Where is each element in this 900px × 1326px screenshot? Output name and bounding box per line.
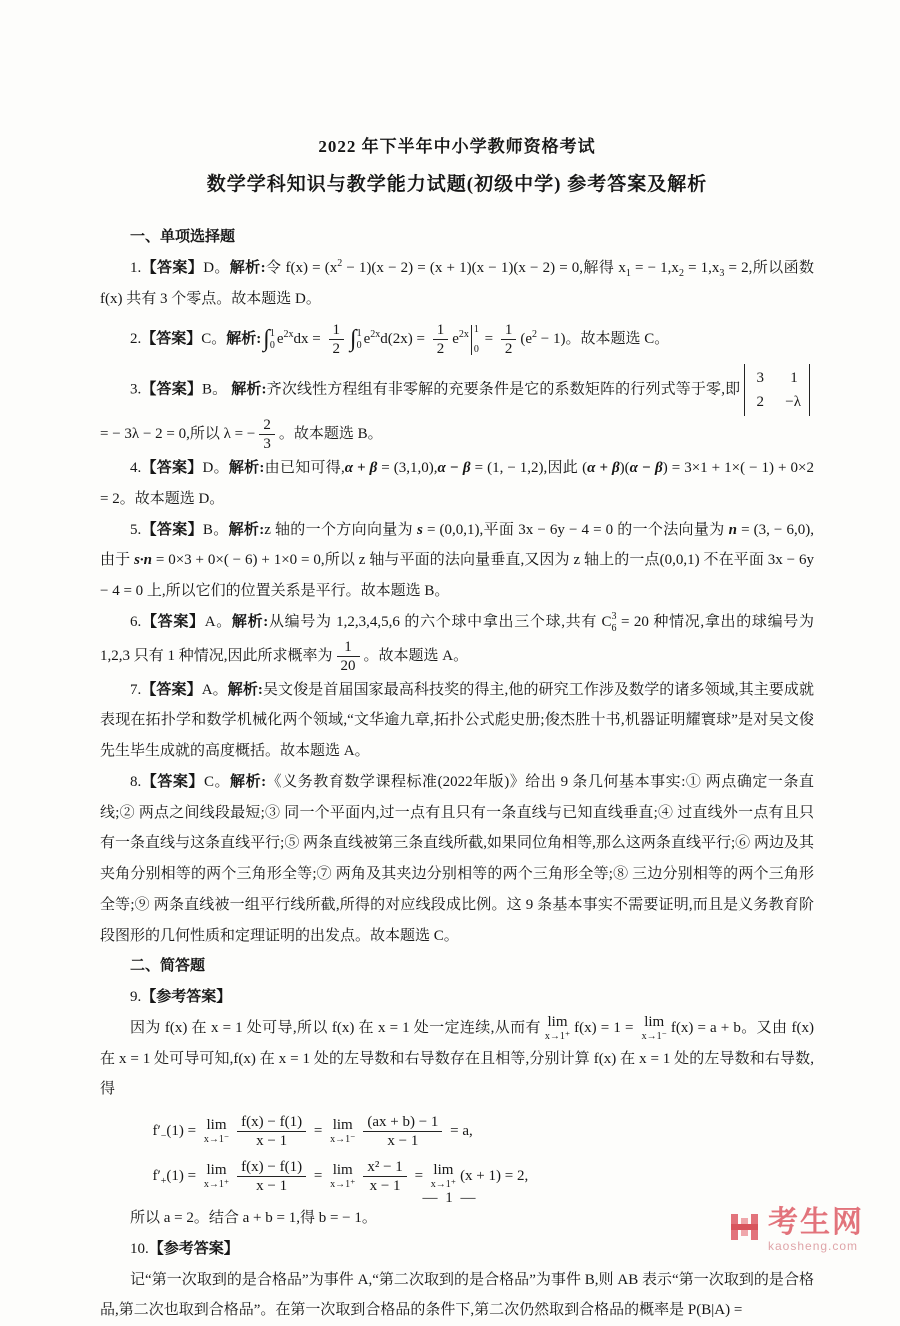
text-run: = (0,0,1),平面 3x − 6y − 4 = 0 的一个法向量为 xyxy=(422,521,729,538)
bold-italic-text: s xyxy=(417,521,423,538)
limit xyxy=(330,1118,355,1145)
paragraph xyxy=(100,253,814,315)
text-run: 。故本题选 A。 xyxy=(363,647,469,664)
bold-italic-text: α − β xyxy=(629,460,663,477)
text-run: 9. xyxy=(130,989,142,1006)
evaluation-bar xyxy=(471,325,479,355)
fraction-denominator: 2 xyxy=(433,339,449,358)
section-heading xyxy=(100,951,814,982)
integral-upper: 1 xyxy=(356,327,362,339)
fraction-denominator: x − 1 xyxy=(237,1131,306,1150)
text-run: f(x) = 1 = xyxy=(574,1019,638,1036)
paragraph xyxy=(100,364,814,453)
fraction xyxy=(501,321,517,358)
stack-superscript: 3 xyxy=(611,611,617,622)
integral-glyph: ∫ xyxy=(350,326,357,352)
paragraph xyxy=(100,453,814,515)
subscript: 2 xyxy=(678,267,684,279)
text-run: = 20 种情况,拿出的球编号为 1,2,3 只有 1 种情况,因此所求概率为 xyxy=(100,613,814,664)
limit-subscript: x→1⁺ xyxy=(544,1031,571,1042)
determinant-row xyxy=(753,366,801,390)
superscript: 2x xyxy=(283,329,294,341)
bold-text: 【答案】 xyxy=(141,681,202,698)
text-run: = xyxy=(410,1168,427,1185)
limit-subscript: x→1⁻ xyxy=(330,1134,356,1146)
text-run: 10. xyxy=(130,1240,149,1257)
bold-text: 解析: xyxy=(228,460,265,477)
text-run: 《义务教育数学课程标准(2022年版)》给出 9 条几何基本事实:① 两点确定一条直线;② 两点之间线段最短;③ 同一个平面内,过一点有且只有一条直线与已知直线垂直;④ 过直线外一点有且只有一条直线与这条直线平行;⑤ 两条直线被第三条直线所截,如果同位角相等,那么这两条直线平行;⑥ 两边及其夹角分别相等的两个三角形全等;⑦ 两角及其夹边分别相等的两个三角形全等;⑧ 三边分别相等的两个三角形全等;⑨ 两条直线被一组平行线所截,所得的对应线段成比例。这 9 条基本事实不需要证明,而且是义务教育阶段图形的几何性质和定理证明的出发点。故本题选 C。 xyxy=(100,773,814,944)
equation-line xyxy=(153,1113,815,1150)
text-run: = xyxy=(480,331,497,348)
text-run: = (3,1,0), xyxy=(377,460,438,477)
text-run: 令 f(x) = (x xyxy=(265,259,338,276)
limit xyxy=(642,1015,667,1042)
text-run: 8. xyxy=(130,773,142,790)
bold-text: 【答案】 xyxy=(141,773,204,790)
integral-bounds xyxy=(357,328,362,352)
integral-bounds xyxy=(270,328,275,352)
determinant-cell: −λ xyxy=(785,394,801,411)
text-run: D。 xyxy=(202,460,229,477)
bold-italic-text: n xyxy=(728,521,737,538)
bold-text: 解析: xyxy=(231,613,269,630)
limit-word: lim xyxy=(332,1117,353,1134)
limit-word: lim xyxy=(547,1014,568,1030)
text-run: 4. xyxy=(130,460,142,477)
limit xyxy=(431,1163,456,1190)
integral-glyph: ∫ xyxy=(263,326,270,352)
fraction-numerator: 1 xyxy=(344,638,352,655)
text-run: 3. xyxy=(130,381,142,398)
bold-italic-text: α + β xyxy=(587,460,620,477)
document-blocks xyxy=(100,222,814,1326)
text-run: = xyxy=(310,1168,327,1185)
text-run: 因为 f(x) 在 x = 1 处可导,所以 f(x) 在 x = 1 处一定连续,从而有 xyxy=(130,1019,541,1036)
bold-text: 解析: xyxy=(227,681,263,698)
paragraph xyxy=(100,315,814,364)
paragraph xyxy=(100,1203,814,1234)
bar-lower: 0 xyxy=(473,343,479,355)
fraction-numerator: 1 xyxy=(504,322,513,339)
bold-text: 【答案】 xyxy=(141,331,202,348)
bold-text: 解析: xyxy=(226,331,262,348)
bar-upper: 1 xyxy=(473,323,479,335)
bold-text: 二、简答题 xyxy=(130,958,206,975)
text-run: = 2,所以函数 f(x) 共有 3 个零点。故本题选 D。 xyxy=(100,259,814,308)
paragraph xyxy=(100,1234,814,1265)
text-run: 5. xyxy=(130,521,142,538)
fraction-denominator: 3 xyxy=(259,434,275,453)
text-run: (1) = xyxy=(166,1123,200,1140)
paragraph xyxy=(100,982,814,1013)
bold-italic-text: α + β xyxy=(344,460,378,477)
text-run: f′ xyxy=(152,1123,161,1140)
bold-text: 一、单项选择题 xyxy=(130,229,236,245)
subscript: − xyxy=(160,1131,167,1143)
paragraph xyxy=(100,1265,814,1326)
paragraph xyxy=(100,515,814,607)
text-run: D。 xyxy=(203,259,230,276)
text-run: f(x) = a + b。又由 f(x) 在 x = 1 处可导可知,f(x) 在 x = 1 处的左导数和右导数存在且相等,分别计算 f(x) 在 x = 1 处的左导数和右导数,得 xyxy=(100,1019,814,1098)
fraction-denominator: 2 xyxy=(501,339,517,358)
text-run: = (1, − 1,2),因此 ( xyxy=(470,460,588,477)
bold-text: 解析: xyxy=(229,259,266,276)
superscript: 2 xyxy=(337,257,343,269)
text-run: (1) = xyxy=(166,1168,200,1185)
text-run: 由已知可得, xyxy=(264,460,345,477)
bold-text: 【答案】 xyxy=(141,613,205,630)
determinant-cell: 2 xyxy=(756,394,764,411)
kaosheng-logo-icon xyxy=(728,1210,762,1249)
text-run: 从编号为 1,2,3,4,5,6 的六个球中拿出三个球,共有 C xyxy=(268,613,612,630)
integral xyxy=(350,315,362,364)
text-run: ) = 3×1 + 1×( − 1) + 0×2 = 2。故本题选 D。 xyxy=(100,460,814,507)
text-run: A。 xyxy=(204,613,232,630)
section-heading xyxy=(100,222,814,253)
text-run: d(2x) = xyxy=(380,331,429,348)
text-run: e xyxy=(452,331,459,348)
limit-word: lim xyxy=(332,1162,353,1179)
bold-italic-text: α − β xyxy=(437,460,471,477)
fraction xyxy=(237,1113,306,1150)
fraction-numerator: f(x) − f(1) xyxy=(241,1159,303,1176)
subscript: 3 xyxy=(719,267,725,279)
text-run: B。 xyxy=(202,381,232,398)
text-run: = 0×3 + 0×( − 6) + 1×0 = 0,所以 z 轴与平面的法向量垂直,又因为 z 轴上的一点(0,0,1) 不在平面 3x − 6y − 4 = 0 上,所以它们的位置关系是平行。故本题选 B。 xyxy=(100,552,814,600)
text-run: = 1,x xyxy=(683,259,720,276)
text-run: = (3, − 6,0),由于 xyxy=(100,521,814,569)
text-run: 记“第一次取到的是合格品”为事件 A,“第二次取到的是合格品”为事件 B,则 AB 表示“第一次取到的是合格品,第二次也取到合格品”。在第一次取到合格品的条件下,第二次仍然取到合格品的概率是 P(B|A) = xyxy=(100,1271,814,1319)
limit xyxy=(204,1118,229,1145)
fraction-denominator: x − 1 xyxy=(237,1176,306,1195)
bold-text: 解析: xyxy=(228,521,265,538)
text-run: (x + 1) = 2, xyxy=(460,1168,529,1185)
determinant-cell: 1 xyxy=(790,370,798,387)
bold-text: 【答案】 xyxy=(141,521,203,538)
subscript: 1 xyxy=(625,267,631,279)
limit-subscript: x→1⁺ xyxy=(203,1179,230,1191)
fraction-numerator: 2 xyxy=(263,417,271,434)
fraction xyxy=(329,321,345,358)
text-run: = − 3λ − 2 = 0,所以 λ = − xyxy=(100,426,256,443)
text-run: f′ xyxy=(152,1168,161,1185)
text-run: 齐次线性方程组有非零解的充要条件是它的系数矩阵的行列式等于零,即 xyxy=(266,381,741,398)
fraction-denominator: 2 xyxy=(329,339,345,358)
subscript: + xyxy=(160,1176,167,1188)
stack-subscript: 6 xyxy=(611,622,617,634)
text-run: 2. xyxy=(130,331,142,348)
bold-text: 【参考答案】 xyxy=(148,1240,239,1257)
fraction-denominator: x − 1 xyxy=(363,1131,442,1150)
document-title-line2: 数学学科知识与教学能力试题(初级中学) 参考答案及解析 xyxy=(206,174,708,195)
text-run: 所以 a = 2。结合 a + b = 1,得 b = − 1。 xyxy=(130,1210,377,1227)
fraction-denominator: 20 xyxy=(337,656,360,675)
fraction xyxy=(433,321,449,358)
text-run: 7. xyxy=(130,681,142,698)
superscript: 2 xyxy=(532,329,537,341)
watermark xyxy=(728,1207,864,1253)
text-run: e xyxy=(276,331,284,348)
text-run: )( xyxy=(619,460,630,477)
text-run: = − 1,x xyxy=(630,259,679,276)
fraction-numerator: 1 xyxy=(436,322,445,339)
text-run: dx = xyxy=(293,331,325,348)
watermark-text xyxy=(768,1207,864,1253)
text-run: (e xyxy=(520,331,532,348)
text-run: = xyxy=(310,1123,327,1140)
superscript: 2x xyxy=(370,329,381,341)
fraction xyxy=(363,1113,442,1150)
document-title-line1: 2022 年下半年中小学教师资格考试 xyxy=(318,137,596,156)
bold-text: 【参考答案】 xyxy=(141,989,232,1006)
fraction-numerator: f(x) − f(1) xyxy=(241,1114,303,1131)
text-run: 吴文俊是首届国家最高科技奖的得主,他的研究工作涉及数学的诸多领域,其主要成就表现在拓扑学和数学机械化两个领域,“文华逾九章,拓扑公式彪史册;俊杰胜十书,机器证明耀寰球”是对吴文俊先生毕生成就的高度概括。故本题选 A。 xyxy=(100,681,814,760)
text-run: B。 xyxy=(202,521,229,538)
bold-text: 【答案】 xyxy=(141,381,203,398)
fraction-numerator: x² − 1 xyxy=(367,1159,403,1176)
integral-upper: 1 xyxy=(269,327,275,339)
text-run: = a, xyxy=(446,1123,473,1140)
text-run: 。故本题选 B。 xyxy=(278,426,383,443)
integral-lower: 0 xyxy=(356,339,362,351)
text-run: e xyxy=(363,331,371,348)
integral-lower: 0 xyxy=(269,339,275,351)
limit-subscript: x→1⁻ xyxy=(641,1031,667,1042)
fraction-denominator: x − 1 xyxy=(363,1176,406,1195)
fraction xyxy=(259,416,275,453)
watermark-domain: kaosheng.com xyxy=(768,1239,859,1254)
determinant xyxy=(744,364,810,416)
limit xyxy=(330,1163,355,1190)
text-run: 1. xyxy=(130,259,142,276)
watermark-name: 考生网 xyxy=(768,1205,864,1239)
limit-word: lim xyxy=(433,1162,454,1179)
limit xyxy=(545,1015,570,1042)
limit-word: lim xyxy=(206,1117,227,1134)
limit-subscript: x→1⁻ xyxy=(203,1134,230,1146)
bold-text: 【答案】 xyxy=(141,460,203,477)
text-run: C。 xyxy=(203,773,231,790)
bold-text: 解析: xyxy=(230,773,267,790)
fraction xyxy=(337,638,360,675)
text-run: 6. xyxy=(130,613,142,630)
fraction-numerator: (ax + b) − 1 xyxy=(367,1114,439,1131)
paragraph xyxy=(100,767,814,952)
text-run: − 1)(x − 2) = (x + 1)(x − 1)(x − 2) = 0,解得 x xyxy=(342,259,626,276)
bold-text: 【答案】 xyxy=(141,259,204,276)
text-run: A。 xyxy=(201,681,228,698)
limit xyxy=(204,1163,229,1190)
limit-subscript: x→1⁺ xyxy=(330,1179,356,1191)
fraction-numerator: 1 xyxy=(332,322,340,339)
superscript: 2x xyxy=(458,329,469,341)
limit-word: lim xyxy=(206,1162,227,1179)
integral xyxy=(263,315,275,364)
paragraph xyxy=(100,607,814,675)
paragraph xyxy=(100,675,814,767)
page-number: — 1 — xyxy=(422,1190,478,1206)
bold-italic-text: s·n xyxy=(134,552,153,569)
limit-subscript: x→1⁺ xyxy=(430,1179,457,1191)
determinant-row xyxy=(753,390,801,414)
text-run: − 1)。故本题选 C。 xyxy=(537,331,670,348)
bold-text: 解析: xyxy=(231,381,267,398)
evaluation-bar-bounds xyxy=(472,325,479,355)
limit-word: lim xyxy=(644,1014,665,1030)
text-run: z 轴的一个方向向量为 xyxy=(264,521,418,538)
text-run: C。 xyxy=(201,331,227,348)
paragraph xyxy=(100,1013,814,1105)
determinant-cell: 3 xyxy=(756,370,764,387)
document-content xyxy=(100,132,814,1326)
